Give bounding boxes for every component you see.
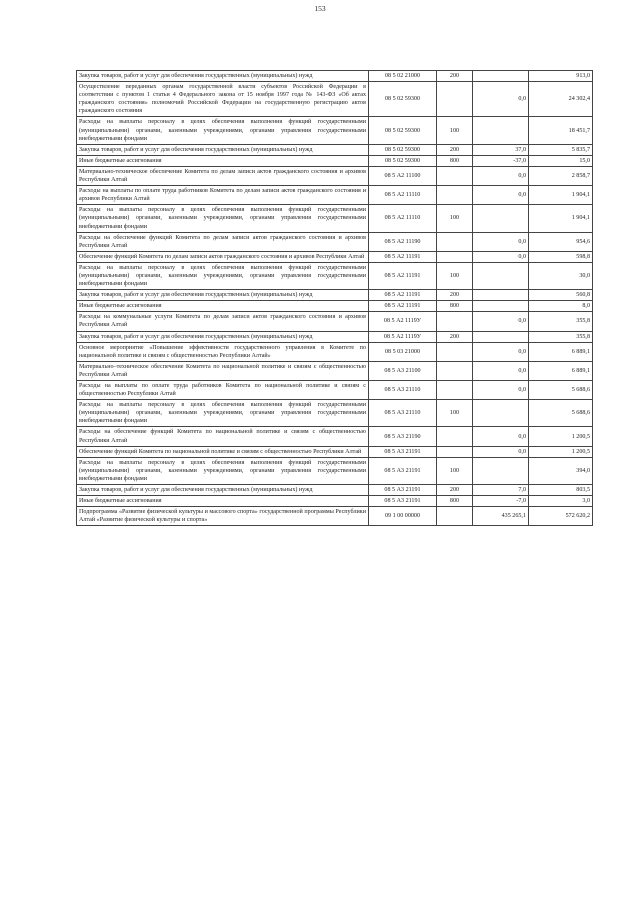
row-code-cell: 08 5 А2 11100 [369, 166, 437, 185]
row-change-cell: 0,0 [473, 186, 529, 205]
row-code-cell: 08 5 А2 11191 [369, 251, 437, 262]
row-change-cell [473, 331, 529, 342]
row-change-cell [473, 71, 529, 82]
row-code-cell: 08 5 А3 21191 [369, 485, 437, 496]
row-change-cell: 0,0 [473, 427, 529, 446]
row-name-cell: Расходы на выплаты по оплате труда работников Комитета по национальной политике и связям с общественностью Республики Алтай [77, 381, 369, 400]
row-expense-type-cell: 800 [437, 301, 473, 312]
row-change-cell: 0,0 [473, 312, 529, 331]
row-name-cell: Закупка товаров, работ и услуг для обеспечения государственных (муниципальных) нужд [77, 144, 369, 155]
row-change-cell: 0,0 [473, 232, 529, 251]
row-total-cell: 15,0 [529, 155, 593, 166]
row-name-cell: Иные бюджетные ассигнования [77, 301, 369, 312]
table-row [77, 301, 593, 312]
row-code-cell: 08 5 А3 21110 [369, 400, 437, 427]
row-expense-type-cell [437, 361, 473, 380]
row-expense-type-cell [437, 186, 473, 205]
row-change-cell: 7,0 [473, 485, 529, 496]
row-code-cell: 08 5 02 21000 [369, 71, 437, 82]
row-code-cell: 08 5 А2 11110 [369, 205, 437, 232]
row-expense-type-cell: 200 [437, 290, 473, 301]
row-code-cell: 08 5 А2 11190 [369, 232, 437, 251]
row-name-cell: Осуществление переданных органам государственной власти субъектов Российской Федерации в соответствии с пунктом 1 статьи 4 Федерального закона от 15 ноября 1997 года № 143-ФЗ «Об актах гражданского состояния» полномочий Российской Федерации на государственную регистрацию актов гражданского состояния [77, 82, 369, 117]
row-total-cell: 8,0 [529, 301, 593, 312]
table-row [77, 166, 593, 185]
row-total-cell: 5 688,6 [529, 381, 593, 400]
row-change-cell: 0,0 [473, 361, 529, 380]
row-total-cell: 1 904,1 [529, 186, 593, 205]
row-expense-type-cell: 200 [437, 331, 473, 342]
table-row [77, 312, 593, 331]
row-total-cell: 1 200,5 [529, 446, 593, 457]
table-row [77, 186, 593, 205]
row-expense-type-cell: 800 [437, 155, 473, 166]
row-change-cell [473, 117, 529, 144]
row-code-cell: 08 5 А3 21190 [369, 427, 437, 446]
row-change-cell: 0,0 [473, 82, 529, 117]
row-name-cell: Расходы на обеспечение функций Комитета по делам записи актов гражданского состояния и архивов Республики Алтай [77, 232, 369, 251]
row-total-cell: 6 889,1 [529, 361, 593, 380]
row-name-cell: Материально-техническое обеспечение Комитета по делам записи актов гражданского состояния и архивов Республики Алтай [77, 166, 369, 185]
row-expense-type-cell [437, 427, 473, 446]
row-total-cell: 560,8 [529, 290, 593, 301]
row-name-cell: Закупка товаров, работ и услуг для обеспечения государственных (муниципальных) нужд [77, 331, 369, 342]
row-code-cell: 08 5 А2 11191 [369, 290, 437, 301]
row-change-cell: -7,0 [473, 496, 529, 507]
row-total-cell: 18 451,7 [529, 117, 593, 144]
row-total-cell: 5 835,7 [529, 144, 593, 155]
row-change-cell: 0,0 [473, 381, 529, 400]
row-total-cell: 954,6 [529, 232, 593, 251]
row-code-cell: 08 5 02 59300 [369, 82, 437, 117]
table-row [77, 496, 593, 507]
row-code-cell: 09 1 00 00000 [369, 507, 437, 526]
row-total-cell: 3,0 [529, 496, 593, 507]
table-row [77, 262, 593, 289]
row-code-cell: 08 5 А3 21191 [369, 496, 437, 507]
row-total-cell: 355,8 [529, 312, 593, 331]
row-total-cell: 598,8 [529, 251, 593, 262]
table-row [77, 155, 593, 166]
table-row [77, 446, 593, 457]
budget-table [76, 70, 593, 526]
row-code-cell: 08 5 02 59300 [369, 155, 437, 166]
row-total-cell: 394,0 [529, 457, 593, 484]
row-code-cell: 08 5 А2 11191 [369, 262, 437, 289]
row-total-cell: 24 302,4 [529, 82, 593, 117]
row-change-cell [473, 262, 529, 289]
row-code-cell: 08 5 03 21000 [369, 342, 437, 361]
row-expense-type-cell: 100 [437, 400, 473, 427]
row-expense-type-cell [437, 381, 473, 400]
row-name-cell: Расходы на выплаты персоналу в целях обеспечения выполнения функций государственными (муниципальными) органами, казенными учреждениями, органами управления государственными внебюджетными фондами [77, 400, 369, 427]
row-change-cell: 435 265,1 [473, 507, 529, 526]
row-code-cell: 08 5 А3 21191 [369, 446, 437, 457]
row-change-cell [473, 290, 529, 301]
row-change-cell: 0,0 [473, 342, 529, 361]
row-expense-type-cell: 200 [437, 485, 473, 496]
row-total-cell: 30,0 [529, 262, 593, 289]
table-row [77, 144, 593, 155]
row-name-cell: Обеспечение функций Комитета по национальной политике и связям с общественностью Республики Алтай [77, 446, 369, 457]
table-row [77, 400, 593, 427]
row-expense-type-cell [437, 232, 473, 251]
row-expense-type-cell: 100 [437, 117, 473, 144]
row-expense-type-cell [437, 507, 473, 526]
row-total-cell: 572 620,2 [529, 507, 593, 526]
row-name-cell: Материально–техническое обеспечение Комитета по национальной политике и связям с общественностью Республики Алтай [77, 361, 369, 380]
row-change-cell [473, 301, 529, 312]
row-total-cell: 803,5 [529, 485, 593, 496]
table-row [77, 251, 593, 262]
row-code-cell: 08 5 02 59300 [369, 117, 437, 144]
page-number: 153 [314, 4, 326, 13]
row-name-cell: Расходы на выплаты персоналу в целях обеспечения выполнения функций государственными (муниципальными) органами, казенными учреждениями, органами управления государственными внебюджетными фондами [77, 117, 369, 144]
row-change-cell [473, 400, 529, 427]
row-name-cell: Основное мероприятие «Повышение эффективности государственного управления в Комитете по национальной политике и связям с общественностью Республики Алтай» [77, 342, 369, 361]
row-code-cell: 08 5 А3 21191 [369, 457, 437, 484]
row-change-cell: -37,0 [473, 155, 529, 166]
row-total-cell: 355,8 [529, 331, 593, 342]
row-code-cell: 08 5 02 59300 [369, 144, 437, 155]
row-expense-type-cell: 100 [437, 457, 473, 484]
row-code-cell: 08 5 А2 11191 [369, 301, 437, 312]
table-row [77, 82, 593, 117]
table-row [77, 342, 593, 361]
row-change-cell: 0,0 [473, 446, 529, 457]
row-name-cell: Подпрограмма «Развитие физической культуры и массового спорта» государственной программы Республики Алтай «Развитие физической культуры и спорта» [77, 507, 369, 526]
row-total-cell: 1 904,1 [529, 205, 593, 232]
row-expense-type-cell: 800 [437, 496, 473, 507]
row-expense-type-cell [437, 312, 473, 331]
row-name-cell: Закупка товаров, работ и услуг для обеспечения государственных (муниципальных) нужд [77, 71, 369, 82]
row-change-cell: 0,0 [473, 166, 529, 185]
row-name-cell: Расходы на выплаты персоналу в целях обеспечения выполнения функций государственными (муниципальными) органами, казенными учреждениями, органами управления государственными внебюджетными фондами [77, 457, 369, 484]
budget-table-body [77, 71, 593, 526]
row-name-cell: Расходы на выплаты персоналу в целях обеспечения выполнения функций государственными (муниципальными) органами, казенными учреждениями, органами управления государственными внебюджетными фондами [77, 205, 369, 232]
row-name-cell: Расходы на выплаты по оплате труда работников Комитета по делам записи актов гражданского состояния и архивов Республики Алтай [77, 186, 369, 205]
row-name-cell: Обеспечение функций Комитета по делам записи актов гражданского состояния и архивов Республики Алтай [77, 251, 369, 262]
row-change-cell: 37,0 [473, 144, 529, 155]
row-code-cell: 08 5 А3 21100 [369, 361, 437, 380]
row-change-cell: 0,0 [473, 251, 529, 262]
table-row [77, 71, 593, 82]
table-row [77, 457, 593, 484]
row-expense-type-cell [437, 166, 473, 185]
table-row [77, 361, 593, 380]
row-code-cell: 08 5 А2 1119У [369, 312, 437, 331]
row-name-cell: Иные бюджетные ассигнования [77, 155, 369, 166]
row-name-cell: Расходы на коммунальные услуги Комитета по делам записи актов гражданского состояния и архивов Республики Алтай [77, 312, 369, 331]
row-code-cell: 08 5 А3 21110 [369, 381, 437, 400]
table-row [77, 331, 593, 342]
row-name-cell: Закупка товаров, работ и услуг для обеспечения государственных (муниципальных) нужд [77, 290, 369, 301]
table-row [77, 427, 593, 446]
table-row [77, 290, 593, 301]
row-total-cell: 913,0 [529, 71, 593, 82]
table-row [77, 232, 593, 251]
row-change-cell [473, 205, 529, 232]
row-name-cell: Закупка товаров, работ и услуг для обеспечения государственных (муниципальных) нужд [77, 485, 369, 496]
table-row [77, 381, 593, 400]
row-expense-type-cell [437, 82, 473, 117]
row-change-cell [473, 457, 529, 484]
row-name-cell: Расходы на обеспечение функций Комитета по национальной политике и связям с общественностью Республики Алтай [77, 427, 369, 446]
table-row [77, 117, 593, 144]
row-expense-type-cell: 200 [437, 71, 473, 82]
row-code-cell: 08 5 А2 11110 [369, 186, 437, 205]
row-name-cell: Иные бюджетные ассигнования [77, 496, 369, 507]
row-expense-type-cell [437, 446, 473, 457]
table-row [77, 485, 593, 496]
row-expense-type-cell: 200 [437, 144, 473, 155]
row-total-cell: 5 688,6 [529, 400, 593, 427]
row-expense-type-cell [437, 251, 473, 262]
table-row [77, 507, 593, 526]
row-expense-type-cell: 100 [437, 262, 473, 289]
row-code-cell: 08 5 А2 1119У [369, 331, 437, 342]
row-expense-type-cell: 100 [437, 205, 473, 232]
row-total-cell: 1 200,5 [529, 427, 593, 446]
row-total-cell: 2 858,7 [529, 166, 593, 185]
row-name-cell: Расходы на выплаты персоналу в целях обеспечения выполнения функций государственными (муниципальными) органами, казенными учреждениями, органами управления государственными внебюджетными фондами [77, 262, 369, 289]
table-row [77, 205, 593, 232]
row-expense-type-cell [437, 342, 473, 361]
row-total-cell: 6 889,1 [529, 342, 593, 361]
